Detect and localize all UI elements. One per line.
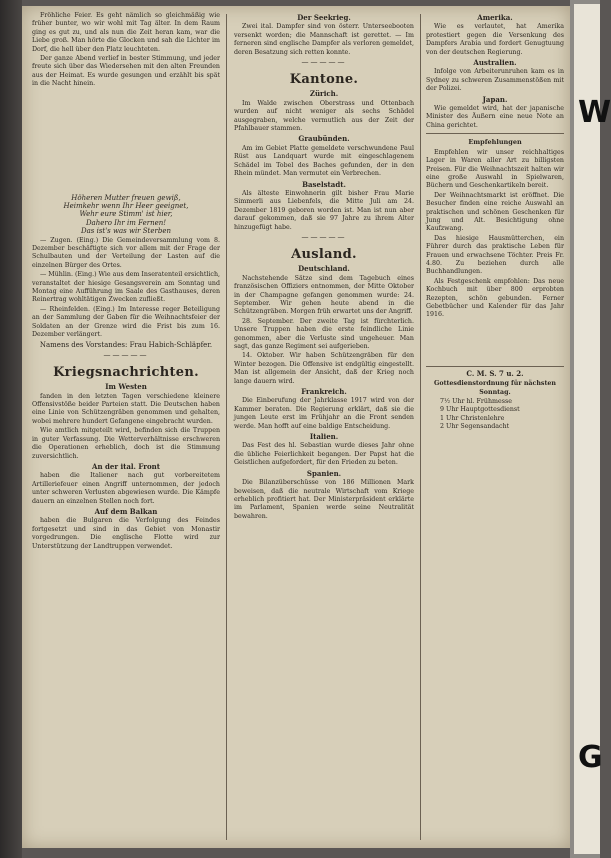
- foreign-heading: Ausland.: [291, 247, 357, 263]
- germany-text-2: 28. September. Der zweite Tag ist fürchterlich. Unsere Truppen haben die erste feindliche Linie genommen, aber die Verluste sind ungeheuer. Man sagt, das ganze Regiment sei aufgerieben.: [234, 317, 414, 350]
- baselstadt-text: Als älteste Einwohnerin gilt bisher Frau Marie Simmerli aus Liebenfels, die Mitte Juli am 24. Dezember 1819 geboren worden ist. Man ist nun aber darauf gekommen, daß sie 97 Jahre zu ihrem Alter hinzugefügt habe.: [234, 189, 414, 231]
- japan-text: Wie gemeldet wird, hat der japanische Minister des Äußern eine neue Note an China gerichtet.: [426, 105, 564, 129]
- column-left: [32, 12, 220, 842]
- intro-paragraph: Fröhliche Feier. Es geht nämlich so gleichmäßig wie früher bunter, wo wir wohl mit Tag älter. In dem Raum ging es gut zu, und als nun die Zeit heran kam, war die Liebe groß. Man hörte die Glocken und sah die Lichter im Dorf, die hell über den Platz leuchteten.: [32, 12, 220, 53]
- ad-text-4: Als Festgeschenk empfohlen: Das neue Kochbuch mit über 800 erprobten Rezepten, schön gebunden. Ferner Gebetbücher und Kalender für das Jahr 1916.: [426, 277, 564, 319]
- poem-line: Das ist's was wir Sterben: [80, 227, 171, 236]
- intro-paragraph-cont: Der ganze Abend verlief in bester Stimmung, und jeder freute sich über das Wiedersehen mit den alten Freunden aus der Heimat. Es wurde gesungen und erzählt bis spät in die Nacht hinein.: [32, 55, 220, 88]
- signature: Namens des Vorstandes: Frau Habich-Schläpfer.: [39, 341, 213, 350]
- next-page-strip: [574, 4, 600, 854]
- america-text: Wie es verlautet, hat Amerika protestiert gegen die Versenkung des Dampfers Arabia und fordert Genugtuung von der deutschen Regierung.: [426, 23, 564, 56]
- poem-line: Dahero Ihr im Fernen!: [85, 218, 167, 227]
- church-heading: Gottesdienstordnung für nächsten Sonntag.: [434, 380, 556, 396]
- war-news-heading: Kriegsnachrichten.: [53, 365, 199, 381]
- filler-text: [32, 141, 220, 191]
- divider: [426, 133, 564, 134]
- column-rule: [420, 14, 421, 840]
- service-item: 7½ Uhr hl. Frühmesse: [440, 398, 512, 406]
- poem-line: Höheren Mutter freuen gewiß,: [71, 193, 181, 202]
- church-footer: C. M. S. 7 u. 2.: [466, 368, 524, 378]
- germany-heading: Deutschland.: [298, 264, 350, 274]
- divider: [426, 366, 564, 367]
- italy-front-heading: An der ital. Front: [92, 461, 160, 471]
- spain-heading: Spanien.: [306, 468, 342, 478]
- poem-block: [32, 194, 220, 236]
- news-muehlin: — Mühlin. (Eing.) Wie aus dem Inseratenteil ersichtlich, veranstaltet der hiesige Gesangsverein am Sonntag und Montag eine Aufführung im Saale des Gasthauses, deren Reinertrag wohltätigen Zwecken zufließt.: [32, 271, 221, 304]
- separator: —————: [301, 58, 347, 67]
- west-text: fanden in den letzten Tagen verschiedene kleinere Offensivstöße beider Parteien statt. Die Deutschen haben eine Linie von Schützengräben genommen und gehalten, wobei mehrere hundert Gefangene eingebracht wurden.: [32, 392, 220, 425]
- newspaper-page: [22, 6, 570, 848]
- ad-text-2: Der Weihnachtsmarkt ist eröffnet. Die Besucher finden eine reiche Auswahl an praktischen und schönen Geschenken für Jung und Alt. Besichtigung ohne Kaufzwang.: [426, 191, 564, 233]
- australia-heading: Australien.: [473, 58, 517, 68]
- germany-text-3: 14. Oktober. Wir haben Schützengräben für den Winter bezogen. Die Offensive ist endgültig eingestellt. Man ist allgemein der Ansicht, daß der Krieg noch lange dauern wird.: [234, 352, 414, 385]
- balkan-text: haben die Bulgaren die Verfolgung des Feindes fortgesetzt und sind in das Gebiet von Monastir vorgedrungen. Die englische Flotte wird zur Unterstützung der Landtruppen verwendet.: [32, 517, 220, 550]
- filler-text: [426, 321, 564, 363]
- germany-text: Nachstehende Sätze sind dem Tagebuch eines französischen Offiziers entnommen, der Mitte Oktober in der Champagne gefangen genommen wurde: 24. September. Wir gehen heute abend in die Schützengräben. Morgen früh erwartet uns der Angriff.: [234, 274, 414, 316]
- column-rule: [226, 14, 227, 840]
- italy-text: Das Fest des hl. Sebastian wurde dieses Jahr ohne die übliche Feierlichkeit begangen. Der Papst hat die Geistlichen aufgefordert, für den Frieden zu beten.: [234, 442, 414, 467]
- italy-heading: Italien.: [309, 432, 339, 442]
- column-right: [426, 12, 564, 842]
- service-item: 2 Uhr Segensandacht: [440, 423, 510, 431]
- baselstadt-heading: Baselstadt.: [302, 179, 346, 189]
- filler-text: [32, 90, 220, 140]
- separator: —————: [301, 232, 347, 241]
- next-page-edge: [570, 0, 611, 858]
- west-text-2: Wie amtlich mitgeteilt wird, befinden sich die Truppen in guter Verfassung. Die Wetterverhältnisse erschweren die Operationen erheblich, doch ist die Stimmung zuversichtlich.: [32, 427, 220, 460]
- news-zuzen: — Zugen. (Eing.) Die Gemeindeversammlung vom 8. Dezember beschäftigte sich vor allem mit der Frage der Schulbauten und der Verteilung der Lasten auf die einzelnen Bürger des Ortes.: [32, 236, 220, 269]
- naval-text: Zwei ital. Dampfer sind von österr. Unterseebooten versenkt worden; die Mannschaft ist gerettet. — Im ferneren sind englische Dampfer als verloren gemeldet, deren Besatzung sich retten konnte.: [234, 23, 414, 56]
- spain-text: Die Bilanzüberschüsse von 186 Millionen Mark beweisen, daß die neutrale Wirtschaft vom Kriege erheblich profitiert hat. Der Ministerpräsident erklärte im Parlament, Spanien werde seine Neutralität bewahren.: [234, 479, 414, 520]
- zurich-heading: Zürich.: [309, 89, 339, 99]
- graubuenden-heading: Graubünden.: [298, 134, 350, 144]
- france-heading: Frankreich.: [301, 387, 347, 397]
- australia-text: Infolge von Arbeiterunruhen kam es in Sydney zu schweren Zusammenstößen mit der Polizei.: [426, 68, 564, 93]
- italy-front-text: haben die Italiener nach gut vorbereitetem Artilleriefeuer einen Angriff unternommen, der jedoch unter schweren Verlusten abgewiesen wurde. Die Kämpfe dauern an einzelnen Stellen noch fort.: [32, 472, 220, 505]
- separator: —————: [103, 350, 149, 359]
- column-middle: [234, 12, 414, 842]
- japan-heading: Japan.: [482, 94, 508, 104]
- service-item: 1 Uhr Christenlehre: [440, 414, 505, 422]
- book-binding: [0, 0, 22, 858]
- ad-text: Empfehlen wir unser reichhaltiges Lager in Waren aller Art zu billigsten Preisen. Für die Weihnachtszeit halten wir eine große Auswahl in Spielwaren, Büchern und Geschenkartikeln bereit.: [426, 148, 564, 190]
- edge-letter: W: [578, 95, 611, 130]
- church-services: [426, 398, 564, 432]
- service-item: 9 Uhr Hauptgottesdienst: [440, 406, 520, 414]
- ads-heading: Empfehlungen: [468, 138, 522, 147]
- poem-line: Wehr eure Stimm' ist hier,: [79, 210, 173, 219]
- poem-line: Heimkehr wenn Ihr Heer geeignet,: [63, 201, 189, 210]
- ad-text-3: Das hiesige Hausmütterchen, ein Führer durch das praktische Leben für Frauen und erwachsene Töchter. Preis Fr. 4.80. Zu beziehen durch alle Buchhandlungen.: [426, 234, 564, 276]
- america-heading: Amerika.: [477, 13, 513, 22]
- graubuenden-text: Am im Gebiet Platte gemeldete verschwundene Paul Rüst aus Landquart wurde mit eingeschlagenem Schädel im Tobel des Baches gefunden, der in den Rhein mündet. Man vermutet ein Verbrechen.: [234, 144, 414, 178]
- zurich-text: Im Walde zwischen Oberstrass und Ottenbach wurden auf nicht weniger als sechs Schädel ausgegraben, welche vermutlich aus der Zeit der Pfahlbauer stammen.: [234, 99, 414, 133]
- cantons-heading: Kantone.: [289, 72, 359, 88]
- news-rheinfelden: — Rheinfelden. (Eing.) Im Interesse reger Beteiligung an der Sammlung der Gaben für die Weihnachtsfeier der Soldaten an der Grenze wird die Frist bis zum 16. Dezember verlängert.: [32, 305, 220, 339]
- west-heading: Im Westen: [105, 382, 147, 392]
- naval-heading: Der Seekrieg.: [297, 13, 351, 22]
- balkan-heading: Auf dem Balkan: [94, 506, 158, 516]
- france-text: Die Einberufung der Jahrklasse 1917 wird von der Kammer beraten. Die Regierung erklärt, daß sie die jungen Leute erst im Frühjahr an die Front senden werde. Man hofft auf eine baldige Entscheidung.: [234, 397, 414, 430]
- edge-letter: G: [578, 740, 603, 775]
